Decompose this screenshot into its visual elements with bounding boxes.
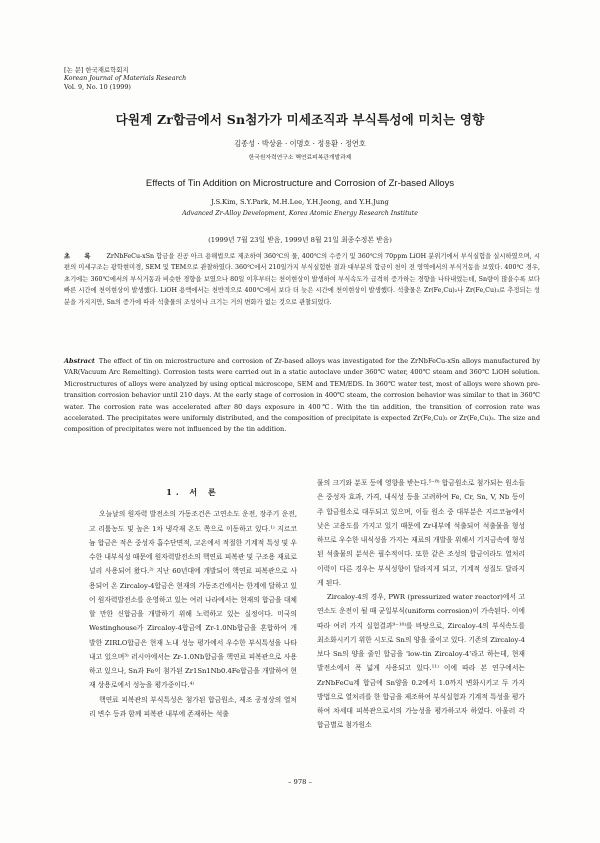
left-column [89, 485, 297, 721]
abstract-kr-text: ZrNbFeCu-xSn 합금을 진공 아크 용해법으로 제조하여 360℃의 물, 400℃의 수증기 및 360℃의 70ppm LiOH 분위기에서 부식실험을 실시하였으며, 시편의 미세구조는 광학현미경, SEM 및 TEM으로 관찰하였다. 360℃에서 210일가지 부식실험한 결과 대부분의 합금이 천이 전 영역에서의 부식거동을 보였다. 400℃ 경우, 초기에는 360℃에서의 부식거동과 비슷한 경향을 보였으나 80일 이후부터는 천이현상이 발생하여 부식속도가 급격히 증가하는 경향을 나타내었는데, Sn량이 많을수록 보다 빠른 시간에 천이현상이 발생했다. LiOH 용액에서는 천반적으로 400℃에서 보다 더 늦은 시간에 천이현상이 발생했다. 석출물은 Zr(Fe,Cu)₂나 Zr(Fe,Cu)₃로 추정되는 성분을 가지지만, Sn의 증가에 따라 석출물의 조성이나 크기는 거의 변화가 없는 것으로 관찰되었다. [64, 253, 541, 306]
affiliation-kr: 한국원자력연구소 핵연료피복관개발과제 [248, 155, 352, 161]
received-dates: (1999년 7월 23일 받음, 1999년 8월 21일 최종수정본 받음) [208, 236, 392, 244]
paragraph: 물의 크기와 분포 등에 영향을 받는다.⁵⁻⁸⁾ 합금원소로 첨가되는 원소들은 중성자 효과, 가격, 내식성 등을 고려하여 Fe, Cr, Sn, V, Nb 등이 주 합금원소로 대두되고 있으며, 이들 원소 중 대부분은 지르코늄에서 낮은 고용도를 가지고 있기 때문에 Zr내부에 석출되어 석출물을 형성하므로 우수한 내식성을 가지는 재료의 개발을 위해서 기지금속에 형성된 석출물의 분석은 필수적이다. 또한 같은 조성의 합금이라도 열처리 이력이 다른 경우는 부식성향이 달라지게 되고, 기계적 성질도 달라지게 된다. [317, 479, 525, 587]
abstract-en-label: Abstract [64, 357, 95, 365]
paper-title-en: Effects of Tin Addition on Microstructure and Corrosion of Zr-based Alloys [145, 178, 455, 189]
authors-kr: 김종성 · 박상윤 · 이명호 · 정용환 · 정연호 [234, 139, 366, 148]
page-number: – 978 – [287, 778, 313, 786]
affiliation-en: Advanced Zr-Alloy Development, Korea Atomic Energy Research Institute [182, 210, 418, 217]
paper-title-kr: 다원계 Zr합금에서 Sn첨가가 미세조직과 부식특성에 미치는 영향 [115, 112, 485, 127]
journal-header [64, 66, 186, 91]
journal-name-en: Korean Journal of Materials Research [64, 74, 187, 83]
abstract-en-text: The effect of tin on microstructure and corrosion of Zr-based alloys was investigated for the ZrNbFeCu-xSn alloys manufactured by VAR(Vacuum Arc Remelting). Corrosion tests were carried out in a static autoclave under 360℃ water, 400℃ steam and 360℃ LiOH solution. Microstructures of alloys were analyzed by using optical microscope, SEM and TEM/EDS. In 360℃ water test, most of alloys were shown pre-transition corrosion behavior until 210 days. At the early stage of corrosion in 400℃ steam, the corrosion behavior was similar to that in 360℃ water. The corrosion rate was accelerated after 80 days exposure in 400℃. With the tin addition, the transition of corrosion rate was accelerated. The precipitates were uniformly distributed, and the composition of precipitate is expected Zr(Fe,Cu)₂ or Zr(Fe,Cu)₃. The size and composition of precipitates were not influenced by the tin addition. [64, 357, 540, 434]
abstract-kr [64, 251, 540, 308]
section-heading: 1. 서 론 [166, 487, 220, 497]
authors-en: J.S.Kim, S.Y.Park, M.H.Lee, Y.H.Jeong, and Y.H.Jung [211, 198, 389, 206]
journal-name-kr: [논 문] 한국재료학회지 [64, 66, 129, 74]
paragraph: Zircaloy-4의 경우, PWR (pressurized water reactor)에서 고연소도 운전이 될 때 균일부식(uniform corrosion)이 가속된다. 이에 따라 여러 가지 실험결과⁹⁻¹⁰⁾를 바탕으로, Zircaloy-4의 부식속도를 최소화시키기 위한 시도로 Sn의 양을 줄이고 있다. 기존의 Zircaloy-4보다 Sn의 양을 줄인 합금을 'low-tin Zircaloy-4'라고 하는데, 현재 발전소에서 폭 넓게 사용되고 있다.¹¹⁾ 이에 따라 본 연구에서는 ZrNbFeCu계 합금에 Sn양을 0.2에서 1.0까지 변화시키고 두 가지 방법으로 열처리를 한 합금을 제조하여 부식실험과 기계적 특성을 평가하여 차세대 피복관으로서의 가능성을 평가하고자 하였다. 아울러 각 합금별로 첨가원소 [317, 593, 525, 730]
abstract-en [64, 356, 540, 436]
paragraph: 핵연료 피복관의 부식특성은 첨가된 합금원소, 제조 공정상의 열처리 변수 등과 함께 피복관 내부에 존재하는 석출 [89, 695, 297, 718]
abstract-kr-label: 초 록 [64, 253, 97, 260]
paragraph: 오늘날의 원자력 발전소의 가동조건은 고연소도 운전, 장주기 운전, 고 리튬농도 및 높은 1차 냉각재 온도 쪽으로 이동하고 있다.¹⁾ 지르코늄 합금은 적은 중성자 흡수단면적, 고온에서 적절한 기계적 특성 및 우수한 내부식성 때문에 원자력발전소의 핵연료 피복관 및 구조용 재료로 널리 사용되어 왔다.²⁾ 지난 60년대에 개발되어 핵연료 피복관으로 사용되어 온 Zircaloy-4합금은 현재의 가동조건에서는 한계에 달하고 있어 원자력발전소를 운영하고 있는 여러 나라에서는 현재의 합금을 대체할 만한 신합금을 개발하기 위해 노력하고 있는 실정이다. 미국의 Westinghouse가 Zircaloy-4합금에 Zr-1.0Nb합금을 혼합하여 개발한 ZIRLO합금은 현재 노내 성능 평가에서 우수한 부식특성을 나타내고 있으며³⁾ 러시아에서는 Zr-1.0Nb합금을 핵연료 피복관으로 사용하고 있으나, Sn과 Fe이 첨가된 Zr1Sn1Nb0.4Fe합금을 개발하여 현재 상용로에서 성능을 평가중이다.⁴⁾ [89, 510, 297, 690]
journal-volume: Vol. 9, No. 10 (1999) [64, 82, 131, 91]
right-column [317, 476, 525, 733]
